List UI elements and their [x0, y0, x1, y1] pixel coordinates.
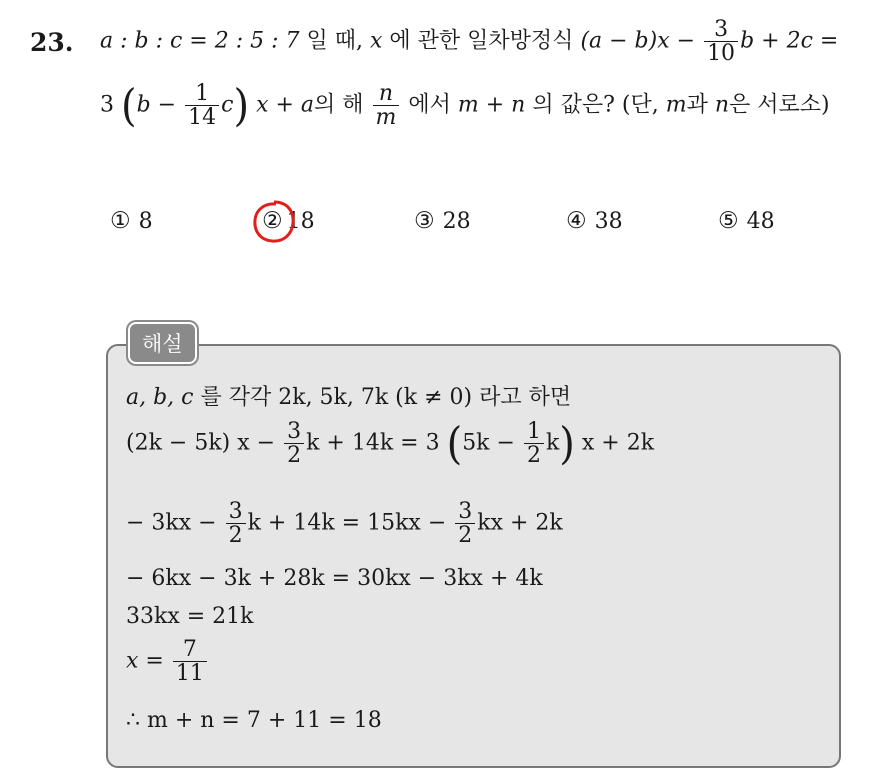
rhs-inner: b −	[136, 92, 177, 118]
solution-line-1	[126, 380, 571, 411]
choice-5[interactable]	[718, 208, 775, 234]
solution-vars: a, b, c	[126, 385, 194, 410]
problem-text: 에 관한 일차방정식	[382, 28, 581, 54]
solution-line-4: − 6kx − 3k + 28k = 30kx − 3kx + 4k	[126, 566, 543, 591]
solution-line-5: 33kx = 21k	[126, 604, 254, 629]
problem-line-1	[100, 18, 838, 65]
choice-4[interactable]	[566, 208, 623, 234]
solution-line-7: ∴ m + n = 7 + 11 = 18	[126, 708, 382, 733]
problem-text: 에서	[401, 92, 458, 118]
choice-value: 48	[746, 209, 775, 234]
fraction-1-14: $\frac{1}{14}$	[185, 82, 219, 129]
ratio: a : b : c = 2 : 5 : 7	[100, 28, 300, 54]
choice-3[interactable]	[414, 208, 471, 234]
var-m: m	[665, 92, 687, 118]
m-plus-n: m + n	[457, 92, 526, 118]
rhs-end: x + a	[256, 92, 315, 118]
choice-mark: ②	[262, 208, 283, 234]
choice-mark: ④	[566, 208, 587, 234]
solution-line-6: x = $\frac{7}{11}$	[126, 638, 209, 685]
problem-line-2: 3 (b − $\frac{1}{14}$ c) x + a의 해 $\frac{n}{m}$ 에서 m + n 의 값은? (단, m과 n은 서로소)	[100, 80, 830, 131]
problem-text: 일 때,	[299, 28, 371, 54]
var-x: x	[370, 28, 383, 54]
fraction-3-10: $\frac{3}{10}$	[704, 18, 738, 65]
var-n: n	[714, 92, 729, 118]
choice-value: 18	[286, 209, 315, 234]
choice-mark: ③	[414, 208, 435, 234]
solution-line-3: − 3kx − $\frac{3}{2}$ k + 14k = 15kx − $\frac{3}{2}$ kx + 2k	[126, 499, 563, 549]
choice-mark: ⑤	[718, 208, 739, 234]
rhs-coefficient: 3	[100, 92, 114, 118]
fraction-n-m: $\frac{n}{m}$	[373, 82, 400, 129]
problem-text: 의 값은? (단,	[525, 92, 666, 118]
solution-tag: 해설	[128, 322, 197, 364]
choice-value: 8	[138, 209, 153, 234]
choice-mark: ①	[110, 208, 131, 234]
equation-lhs-end: b + 2c =	[740, 28, 839, 54]
selected-answer-circle-icon	[250, 198, 298, 246]
choice-value: 28	[442, 209, 471, 234]
choice-1[interactable]	[110, 208, 153, 234]
choice-value: 38	[594, 209, 623, 234]
equation-lhs: (a − b)x −	[580, 28, 696, 54]
problem-text: 의 해	[314, 92, 371, 118]
problem-number: 23.	[30, 28, 74, 57]
problem-text: 과	[686, 92, 715, 118]
problem-text: 은 서로소)	[729, 92, 830, 118]
solution-line-2: (2k − 5k) x − $\frac{3}{2}$ k + 14k = 3 (5k − $\frac{1}{2}$ k) x + 2k	[126, 418, 655, 469]
rhs-inner-end: c	[221, 92, 234, 118]
solution-text: 를 각각 2k, 5k, 7k (k ≠ 0) 라고 하면	[193, 385, 572, 410]
